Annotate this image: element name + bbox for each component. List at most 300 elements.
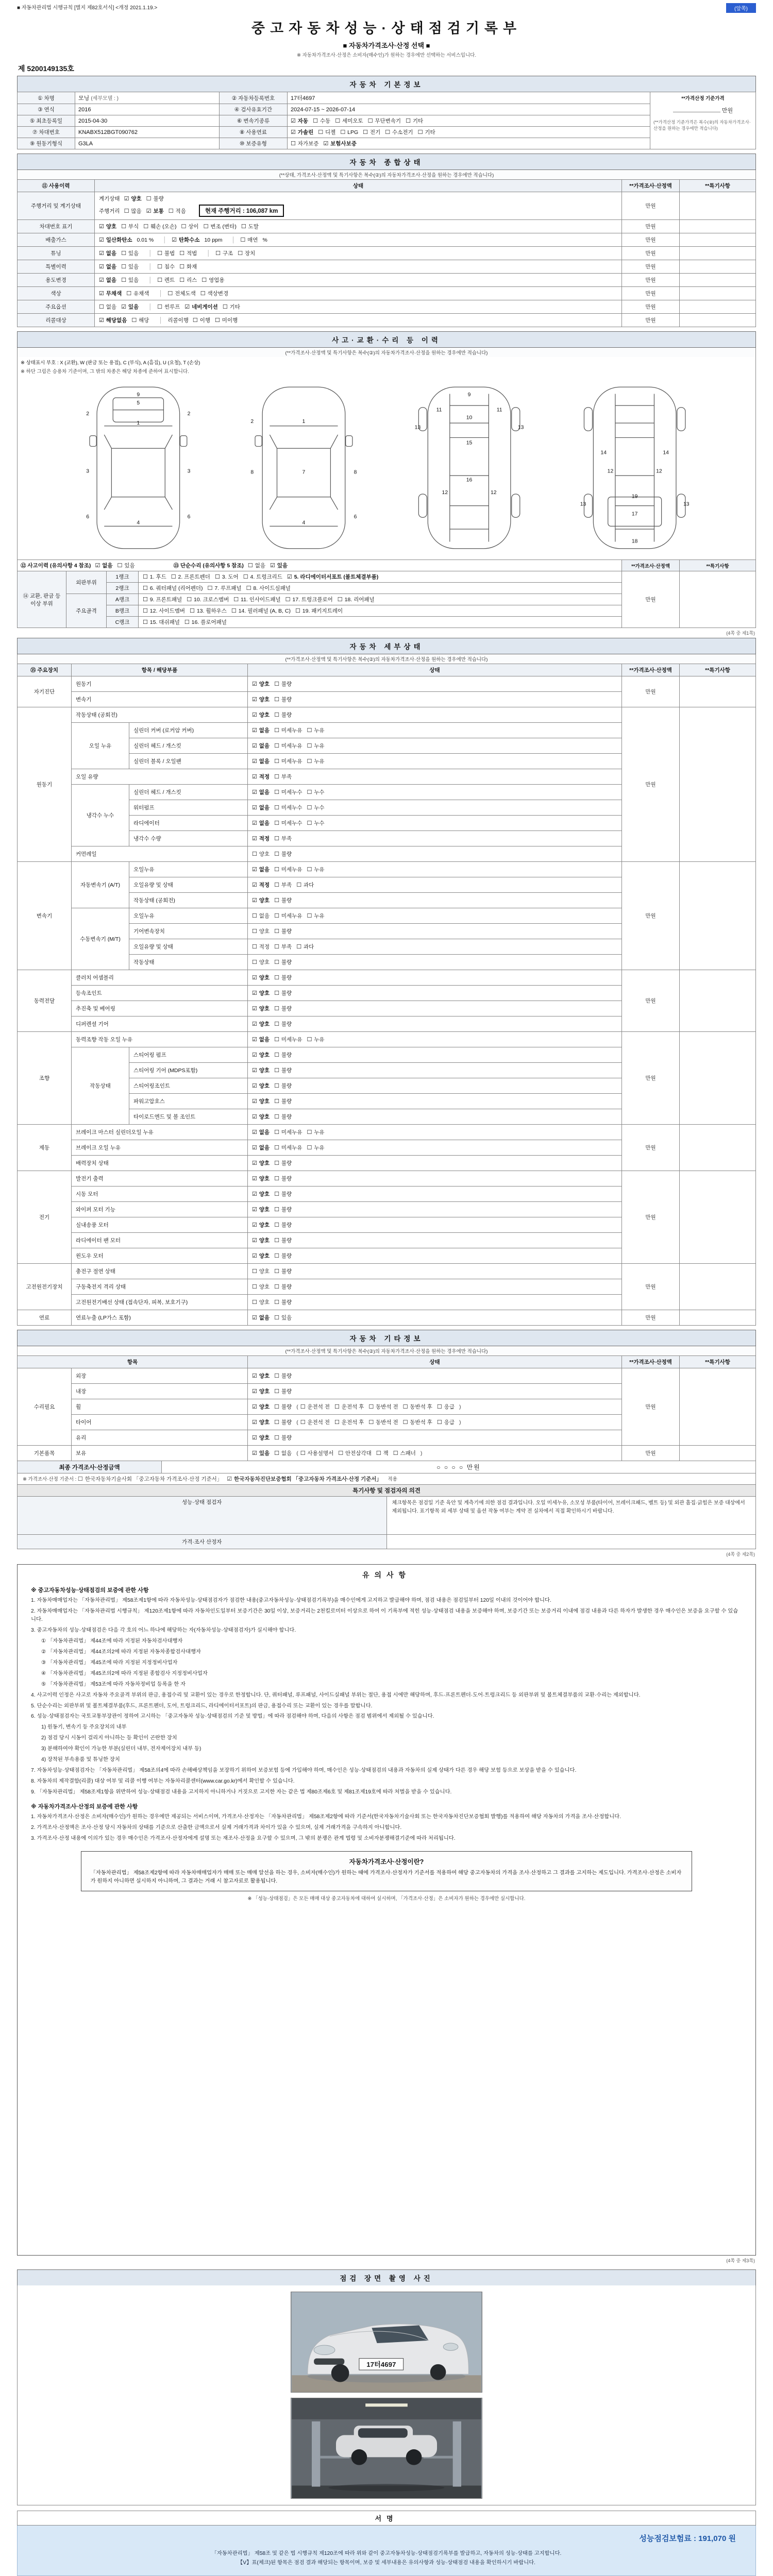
caution-item: ③ 「자동차관리법」 제45조에 따라 지정된 지정정비사업자 [41,1659,178,1666]
checkbox-불량: ☐ 불량 [274,1388,292,1395]
car-view-underbody-front [418,387,519,549]
field-value-valid: 2024-07-15 ~ 2026-07-14 [288,104,650,115]
field-value-vin: KNABX512BGT090762 [75,127,220,138]
statecell [248,800,622,816]
checkbox-icon: ☐ [338,1450,344,1456]
subcell: 자동변속기 (A/T) [72,862,129,908]
statecell [95,220,622,233]
caution-item: 7. 자동차성능·상태점검자는 「자동차관리법」 제58조의4에 따라 손해배상책임을 보장하기 위하여 보증보험 등에 가입해야 하며, 매수인은 성능·상태점검의 내용과 자동차의 실제 상태가 다른 경우 해당 보험 등으로 보상을 받을 수 있습니다. [31,1768,577,1774]
col-item: 항목 / 해당부품 [72,664,248,676]
checkbox-적음: ☐ 적음 [168,208,186,214]
checkbox-icon: ☑ [291,118,296,124]
checkbox-icon: ☐ [274,882,279,888]
device-row [18,970,756,986]
statecell [248,986,622,1001]
checkbox-응급: ☐ 응급 [436,1404,455,1410]
info-box-title: 자동차가격조사·산정이란? [349,1858,424,1866]
pre: 주행거리 [99,208,120,214]
statecell [248,862,622,877]
diagram-part-number: 11 [436,407,442,413]
checkbox-없음: ☑ 없음 [252,758,270,765]
checkbox-부족: ☐ 부족 [274,836,292,842]
itemcell: 타이로드엔드 및 볼 조인트 [129,1109,248,1125]
field-value-transmission [288,115,650,127]
checkbox-동반석-전: ☐ 동반석 전 [368,1404,398,1410]
checkbox-icon: ☐ [274,712,279,718]
itemcell: 고전원전기배선 상태 (접속단자, 피복, 보호기구) [72,1295,248,1310]
checkbox-세미오토: ☐ 세미오토 [335,118,363,124]
rect [358,2428,408,2437]
tr [18,104,756,115]
checkbox-icon: ☐ [192,317,198,324]
line [99,315,618,325]
checkbox-icon: ☐ [274,1373,279,1379]
checkbox-불량: ☐ 불량 [274,1160,292,1166]
checkbox-icon: ☐ [203,224,209,230]
devcell: 연료 [18,1310,72,1326]
checkbox-icon: ☐ [274,913,279,919]
itemcell: 스티어링 펌프 [129,1047,248,1063]
checkbox-icon: ☑ [252,1037,257,1043]
statecell [248,1171,622,1187]
checkbox-10.-크로스멤버: ☐ 10. 크로스멤버 [187,597,229,603]
diagram-part-number: 13 [414,425,421,431]
statecell [139,571,622,583]
field-label-regno: ② 자동차등록번호 [220,92,288,104]
tbody [18,560,756,628]
col-device: ⑮ 주요장치 [18,664,72,676]
segsep: │ [148,264,153,270]
statecell [95,300,622,314]
itemcell: 변속기 [72,692,248,707]
statecell [248,1295,622,1310]
checkbox-icon: ☐ [274,851,279,857]
checkbox-icon: ☐ [274,1067,279,1074]
col-state: 상태 [95,180,622,192]
itemcell: 타이어 [72,1415,248,1430]
pricecell: 만원 [622,571,680,628]
devcell: 조향 [18,1032,72,1125]
checkbox-2.-프론트펜더: ☐ 2. 프론트펜더 [171,574,210,580]
tbody [18,1485,756,1549]
statecell [248,1202,622,1217]
car-view-underbody-rear [584,387,685,549]
checkbox-양호: ☑ 양호 [252,1006,270,1012]
caution-item: ② 「자동차관리법」 제44조의2에 따라 지정된 자동차종합검사대행자 [41,1649,201,1655]
checkbox-icon: ☐ [274,897,279,904]
caution-item: 2. 자동차매매업자는 「자동차관리법 시행규칙」 제120조제1항에 따라 자동차인도일부터 보증기간은 30일 이상, 보증거리는 2천킬로미터 이상으로 하여 이 기록부에 적힌 성능·상태점검 내용을 보증해야 하며, 보증기간 또는 보증거리 이내에 점검 내용과 다른 하자가 발생한 경우 매수인은 보증을 요구할 수 있습니다. [31,1608,738,1622]
checkbox-icon: ☐ [121,264,126,270]
statecell [248,1109,622,1125]
caution-item: 4. 사고이력 인정은 사고로 자동차 주요골격 부위의 판금, 용접수리 및 교환이 있는 경우로 한정합니다. 단, 쿼터패널, 루프패널, 사이드실패널 부위는 절단, 용접 시에만 해당하며, 후드·프론트펜더·도어·트렁크리드 등 외판부위 및 볼트체결부품의 교환·수리는 제외합니다. [31,1692,641,1698]
checkbox-icon: ☑ [252,897,257,904]
col-detail-price: **가격조사·산정액 [622,664,680,676]
col-use-history: ⑪ 사용이력 [18,180,95,192]
checkbox-icon: ☑ [323,141,329,147]
overall-row [18,314,756,327]
checkbox-운전석-전: ☐ 운전석 전 [300,1404,330,1410]
checkbox-icon: ☐ [318,129,324,135]
device-row [18,1032,756,1047]
form-subtitle: ■ 자동차가격조사·산정 선택 ■ [343,42,430,49]
checkbox-양호: ☑ 양호 [252,1404,270,1410]
checkbox-icon: ☑ [99,264,104,270]
checkbox-많음: ☐ 많음 [124,208,142,214]
checkbox-icon: ☑ [99,250,104,257]
checkbox-매연: ☐ 매연 [240,237,258,243]
checkbox-양호: ☑ 양호 [252,1114,270,1120]
devcell: 전기 [18,1171,72,1264]
itemcell: 보유 [72,1446,248,1461]
statecell [248,831,622,846]
diagram-part-number: 2 [250,419,254,425]
lbl: B랭크 [107,605,139,617]
checkbox-icon: ☐ [285,597,291,603]
itemcell: 브레이크 오일 누유 [72,1140,248,1156]
diagram-part-number: 6 [187,514,191,520]
caution-item: 4) 장착된 부속용품 및 튜닝한 장치 [41,1757,120,1763]
checkbox-양호: ☑ 양호 [252,897,270,904]
itemcell: 브레이크 마스터 실린더오일 누유 [72,1125,248,1140]
checkbox-수소전기: ☐ 수소전기 [385,129,413,135]
itemcell: 라디에이터 [129,816,248,831]
itemcell: 유리 [72,1430,248,1446]
signature-body [17,2526,756,2576]
statecell [248,893,622,908]
circle [430,2364,446,2380]
checkbox-불량: ☐ 불량 [274,712,292,718]
notecell [680,1032,756,1125]
checkbox-icon: ☐ [246,585,251,591]
checkbox-icon: ☐ [143,585,148,591]
checkbox-보통: ☑ 보통 [146,208,164,214]
notecell [680,1446,756,1461]
diagram-part-number: 9 [467,392,471,398]
checkbox-icon: ☐ [274,1238,279,1244]
checkbox-icon: ☐ [201,277,207,283]
notecell [680,1125,756,1171]
diagram-part-number: 15 [466,440,473,446]
checkbox-불량: ☐ 불량 [274,1404,292,1410]
checkbox-미세누수: ☐ 미세누수 [274,805,303,811]
checkbox-무단변속기: ☐ 무단변속기 [367,118,401,124]
statecell [139,594,622,605]
checkbox-디젤: ☐ 디젤 [318,129,336,135]
span: 성능점검보험료 : [639,2534,696,2543]
checkbox-불량: ☐ 불량 [274,1067,292,1074]
checkbox-있음: ☐ 있음 [121,277,139,283]
checkbox-icon: ☑ [172,237,177,243]
overall-row [18,247,756,260]
checkbox-없음: ☐ 없음 [247,563,265,569]
checkbox-icon: ☐ [274,959,279,965]
checkbox-불량: ☐ 불량 [274,1284,292,1290]
pre: 0.01 % [137,237,154,243]
checkbox-불량: ☐ 불량 [274,1191,292,1197]
caution-item: 8. 자동차의 제작결함(리콜) 대상 여부 및 리콜 이행 여부는 자동차리콜센터(www.car.go.kr)에서 확인할 수 있습니다. [31,1778,295,1785]
checkbox-icon: ☑ [252,743,257,749]
statecell [248,1140,622,1156]
checkbox-탄화수소: ☑ 탄화수소 [172,237,200,243]
checkbox-icon: ☐ [233,597,239,603]
checkbox-icon: ☐ [274,1052,279,1058]
checkbox-icon: ☐ [274,1145,279,1151]
diagram-part-number: 13 [517,425,524,431]
pricecell: 만원 [622,970,680,1032]
partslabel: ⑭ 교환, 판금 등 이상 부위 [18,571,66,628]
itemcell: 와이퍼 모터 기능 [72,1202,248,1217]
checkbox-있음: ☑ 있음 [121,304,139,310]
page-footer-1: (4쪽 중 제1쪽) [726,631,755,636]
line [99,248,618,258]
checkbox-icon: ☐ [231,608,237,614]
checkbox-icon: ☐ [274,1083,279,1089]
ellipse [329,2484,445,2491]
statecell [248,924,622,939]
checkbox-불량: ☐ 불량 [274,851,292,857]
checkbox-양호: ☐ 양호 [252,928,270,935]
itemcell: 작동상태 (공회전) [72,707,248,723]
field-value-first-reg: 2015-04-30 [75,115,220,127]
devcell: 변속기 [18,862,72,970]
field-label-transmission: ⑥ 변속기종류 [220,115,288,127]
checkbox-icon: ☐ [157,264,162,270]
top-line [17,3,756,13]
statecell [248,816,622,831]
diagram-part-number: 19 [631,494,638,500]
checkbox-구조: ☐ 구조 [215,250,233,257]
checkbox-렌트: ☐ 렌트 [157,277,175,283]
col-etc-price: **가격조사·산정액 [622,1356,680,1368]
checkbox-누수: ☐ 누수 [307,820,325,826]
signature-statement-2: 【V】표(체크)된 항목은 점검 결과 해당되는 항목이며, 보증 및 세부내용은 유의사항과 성능·상태점검 내용을 확인하시기 바랍니다. [238,2560,535,2566]
checkbox-미세누유: ☐ 미세누유 [274,1037,303,1043]
pb-note: (**가격산정 기준가격은 복수(②)의 자동차가격조사·산정을 원하는 경우에만 적습니다) [653,120,751,131]
checkbox-불량: ☐ 불량 [274,1176,292,1182]
subcell: 수동변속기 (M/T) [72,908,129,970]
checkbox-icon: ☐ [252,1299,257,1306]
lbl: 외판부위 [66,571,107,594]
lbl: C랭크 [107,617,139,628]
col-detail-state: 상태 [248,664,622,676]
lbl: 주요옵션 [18,300,95,314]
statecell [248,1016,622,1032]
checkbox-icon: ☐ [215,250,221,257]
price-appraisal-info-box [81,1851,693,1891]
section-title-overall: 자동차 종합상태 [17,154,756,170]
checkbox-운전석-후: ☐ 운전석 후 [334,1404,364,1410]
checkbox-누유: ☐ 누유 [307,913,325,919]
checkbox-양호: ☑ 양호 [252,712,270,718]
checkbox-양호: ☑ 양호 [99,224,117,230]
checkbox-icon: ☐ [274,805,279,811]
checkbox-icon: ☐ [274,944,279,950]
statecell [248,1446,622,1461]
overall-row [18,220,756,233]
checkbox-icon: ☐ [143,619,148,625]
checkbox-미세누유: ☐ 미세누유 [274,743,303,749]
checkbox-13.-휠하우스: ☐ 13. 휠하우스 [190,608,227,614]
checkbox-양호: ☐ 양호 [252,1268,270,1275]
diagram-part-number: 17 [631,511,638,517]
checkbox-icon: ☑ [252,1067,257,1074]
itemcell: 기어변속장치 [129,924,248,939]
checkbox-있음: ☑ 있음 [270,563,288,569]
statecell [95,192,622,220]
checkbox-양호: ☐ 양호 [252,851,270,857]
device-row [18,1310,756,1326]
checkbox-icon: ☑ [252,990,257,996]
inspection-record-sheet [17,0,756,2576]
etc-note: (**가격조사·산정액 및 특기사항은 복수(②)의 자동차가격조사·산정을 원하는 경우에만 적습니다) [17,1346,756,1356]
segsep: │ [159,317,163,324]
checkbox-불량: ☐ 불량 [274,1098,292,1105]
checkbox-기타: ☐ 기타 [222,304,240,310]
checkbox-icon: ☐ [121,224,126,230]
page-footer-2: (4쪽 중 제2쪽) [726,1552,755,1557]
photo-car-front [291,2292,482,2393]
detail-state-table [17,664,756,1326]
checkbox-icon: ☑ [252,1253,257,1259]
checkbox-1.-후드: ☐ 1. 후드 [143,574,166,580]
checkbox-icon: ☑ [252,1207,257,1213]
span [291,141,361,147]
checkbox-있음: ☐ 있음 [117,563,135,569]
field-value-regno: 17터4697 [288,92,650,104]
checkbox-있음: ☑ 있음 [252,1450,270,1456]
checkbox-icon: ☐ [291,141,296,147]
paren: ) [459,1419,461,1426]
statecell [139,617,622,628]
checkbox-잭: ☐ 잭 [376,1450,389,1456]
checkbox-icon: ☐ [215,317,220,324]
checkbox-icon: ☐ [367,118,373,124]
checkbox-icon: ☑ [252,681,257,687]
checkbox-icon: ☐ [274,697,279,703]
checkbox-icon: ☐ [393,1450,398,1456]
pricecell: 만원 [622,300,680,314]
itemcell: 구동축전지 격리 상태 [72,1279,248,1295]
notecell [680,862,756,970]
checkbox-icon: ☐ [274,1284,279,1290]
simple-repair-label: ⑬ 단순수리 (유의사항 5 참조) [173,563,244,569]
checkbox-누유: ☐ 누유 [307,727,325,734]
checkbox-icon: ☐ [241,224,246,230]
info-box-note: ※ 「성능·상태점검」은 모든 매매 대상 중고자동차에 대하여 실시하며, 「가격조사·산정」은 소비자가 원하는 경우에만 실시합니다. [247,1895,526,1902]
checkbox-icon: ☑ [252,1098,257,1105]
statecell [95,233,622,247]
caution-heading: ※ 자동차가격조사·산정의 보증에 관한 사항 [31,1804,138,1810]
license-plate-text: 17터4697 [366,2360,396,2368]
checkbox-icon: ☐ [274,1419,279,1426]
checkbox-icon: ☐ [337,597,343,603]
checkbox-icon: ☐ [252,944,257,950]
photos-title: 점검 장면 촬영 사진 [17,2269,756,2286]
statecell [95,260,622,274]
checkbox-한국자동차진단보증협회-「중고자동차-가격조사·산정-기준서」: ☑ 한국자동차진단보증협회 「중고자동차 가격조사·산정 기준서」 [227,1476,382,1482]
checkbox-한국자동차기술사회-「중고자동차-가격조사·산정-기준서」: ☐ 한국자동차기술사회 「중고자동차 가격조사·산정 기준서」 [77,1476,223,1482]
signature-statement-1: 「자동차관리법」 제58조 및 같은 법 시행규칙 제120조에 따라 위와 같이 중고자동차성능·상태점검기록부를 발급하고, 자동차의 성능·상태를 고지합니다. [211,2551,562,2556]
caution-item: ① 「자동차관리법」 제44조에 따라 지정된 자동차검사대행자 [41,1638,183,1644]
circle [331,2364,349,2382]
checkbox-양호: ☑ 양호 [252,1253,270,1259]
checkbox-icon: ☐ [179,277,185,283]
diagram-part-number: 9 [137,392,140,398]
itemcell: 추진축 및 베어링 [72,1001,248,1016]
subcell: 작동상태 [72,1047,129,1125]
diagram-part-number: 4 [302,520,306,526]
itemcell: 디퍼렌셜 기어 [72,1016,248,1032]
overall-row [18,192,756,220]
statecell [248,1001,622,1016]
checkbox-해당없음: ☑ 해당없음 [99,317,127,324]
subcell: 오일 누유 [72,723,129,769]
checkbox-icon: ☐ [121,250,126,257]
checkbox-운전석-전: ☐ 운전석 전 [300,1419,330,1426]
checkbox-icon: ☐ [436,1419,442,1426]
pb-label: **가격산정 기준가격 [681,96,725,101]
pricecell: 만원 [622,1032,680,1125]
itemcell: 오일 유량 [72,769,248,785]
checkbox-icon: ☐ [300,1404,306,1410]
statecell [248,1430,622,1446]
checkbox-누수: ☐ 누수 [307,789,325,795]
overall-row [18,300,756,314]
accident-flags [18,560,622,571]
checkbox-8.-사이드실패널: ☐ 8. 사이드실패널 [246,585,291,591]
checkbox-icon: ☐ [274,1114,279,1120]
checkbox-양호: ☑ 양호 [252,681,270,687]
checkbox-icon: ☐ [307,1129,312,1136]
page-footer-3: (4쪽 중 제3쪽) [726,2258,755,2263]
car-views [90,387,685,549]
diagram-part-number: 8 [354,469,357,476]
checkbox-icon: ☐ [274,681,279,687]
diagram-part-number: 18 [631,538,638,545]
pricecell: 만원 [622,1125,680,1171]
checkbox-icon: ☐ [274,1129,279,1136]
lbl: 2랭크 [107,583,139,594]
checkbox-icon: ☑ [252,1160,257,1166]
itemcell: 스티어링 기어 (MDPS포함) [129,1063,248,1078]
checkbox-icon: ☐ [157,250,162,257]
checkbox-유채색: ☐ 유채색 [126,291,149,297]
devcell: 고전원전기장치 [18,1264,72,1310]
checkbox-icon: ☑ [252,836,257,842]
device-row [18,1125,756,1140]
itemcell: 라디에이터 팬 모터 [72,1233,248,1248]
statecell [248,955,622,970]
checkbox-미세누유: ☐ 미세누유 [274,1145,303,1151]
checkbox-icon: ☐ [406,118,411,124]
caution-item: 5. 단순수리는 외판부위 및 볼트체결부품(후드, 프론트펜더, 도어, 트렁크리드, 라디에이터서포트)의 판금, 용접수리 또는 교환이 있는 경우를 말합니다. [31,1703,373,1709]
checkbox-일산화탄소: ☑ 일산화탄소 [99,237,132,243]
checkbox-전체도색: ☐ 전체도색 [167,291,196,297]
diagram-part-number: 12 [442,490,448,496]
section-signature [17,2511,756,2576]
checkbox-icon: ☐ [274,1222,279,1228]
checkbox-누유: ☐ 누유 [307,1145,325,1151]
diagram-part-number: 7 [302,469,306,476]
checkbox-기타: ☐ 기타 [406,118,424,124]
diagram-part-number: 11 [496,407,502,413]
checkbox-누유: ☐ 누유 [307,743,325,749]
statecell [95,287,622,300]
checkbox-미세누수: ☐ 미세누수 [274,789,303,795]
checkbox-훼손-(오손): ☐ 훼손 (오손) [143,224,177,230]
checkbox-icon: ☐ [274,1176,279,1182]
checkbox-icon: ☐ [274,743,279,749]
